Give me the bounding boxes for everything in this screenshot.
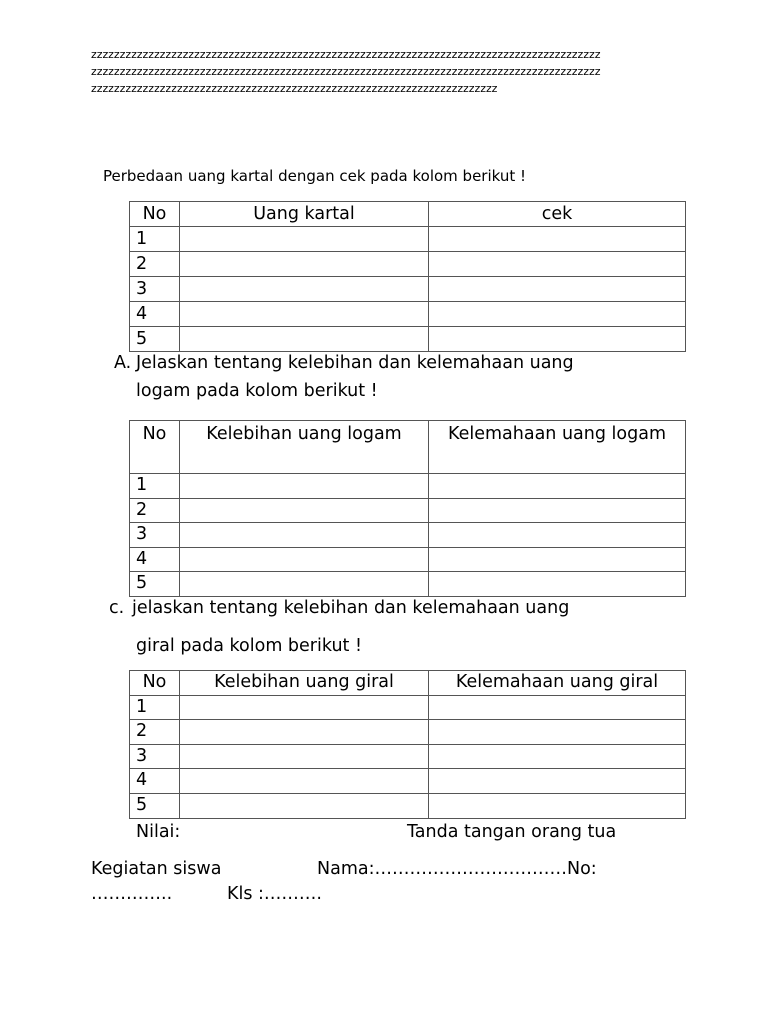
answer-cell[interactable] — [180, 277, 429, 302]
answer-cell[interactable] — [429, 744, 686, 769]
table-row — [130, 769, 686, 794]
row-number: 5 — [130, 572, 180, 597]
no-field-dots[interactable]: ………….. — [91, 884, 173, 904]
row-number: 4 — [130, 302, 180, 327]
answer-cell[interactable] — [429, 793, 686, 818]
table-uang-kartal-cek — [129, 201, 686, 352]
table-header-row — [130, 671, 686, 696]
answer-cell[interactable] — [429, 302, 686, 327]
header-text-line-3: zzzzzzzzzzzzzzzzzzzzzzzzzzzzzzzzzzzzzzzzzzzzzzzzzzzzzzzzzzzzzzzzzzzzzzz — [91, 82, 498, 95]
table-row — [130, 523, 686, 548]
row-number: 5 — [130, 793, 180, 818]
answer-cell[interactable] — [180, 720, 429, 745]
row-number: 4 — [130, 769, 180, 794]
row-number: 5 — [130, 327, 180, 352]
column-header-kelemahaan: Kelemahaan uang logam — [429, 421, 686, 474]
kls-field[interactable]: Kls :………. — [227, 884, 322, 904]
answer-cell[interactable] — [180, 302, 429, 327]
answer-cell[interactable] — [429, 498, 686, 523]
column-header-uang-kartal: Uang kartal — [180, 202, 429, 227]
section2-instruction-line2: logam pada kolom berikut ! — [136, 381, 378, 401]
answer-cell[interactable] — [429, 523, 686, 548]
section2-marker: A. — [114, 353, 132, 373]
row-number: 4 — [130, 547, 180, 572]
answer-cell[interactable] — [429, 720, 686, 745]
column-header-no: No — [130, 202, 180, 227]
answer-cell[interactable] — [180, 523, 429, 548]
header-text-line-1: zzzzzzzzzzzzzzzzzzzzzzzzzzzzzzzzzzzzzzzzzzzzzzzzzzzzzzzzzzzzzzzzzzzzzzzzzzzzzzzzzzzzzzzzz — [91, 48, 601, 61]
table-row — [130, 227, 686, 252]
answer-cell[interactable] — [180, 252, 429, 277]
table-row — [130, 252, 686, 277]
answer-cell[interactable] — [180, 547, 429, 572]
table-header-row — [130, 202, 686, 227]
section3-instruction-line2: giral pada kolom berikut ! — [136, 636, 362, 656]
table-row — [130, 547, 686, 572]
row-number: 1 — [130, 474, 180, 499]
row-number: 3 — [130, 744, 180, 769]
answer-cell[interactable] — [180, 769, 429, 794]
answer-cell[interactable] — [429, 277, 686, 302]
section3-marker: c. — [109, 598, 125, 618]
table-row — [130, 498, 686, 523]
table-row — [130, 720, 686, 745]
parent-signature-label: Tanda tangan orang tua — [407, 822, 617, 842]
kegiatan-siswa-label: Kegiatan siswa — [91, 859, 222, 879]
table-row — [130, 695, 686, 720]
answer-cell[interactable] — [180, 695, 429, 720]
answer-cell[interactable] — [180, 793, 429, 818]
answer-cell[interactable] — [180, 327, 429, 352]
answer-cell[interactable] — [429, 695, 686, 720]
answer-cell[interactable] — [429, 327, 686, 352]
row-number: 2 — [130, 498, 180, 523]
answer-cell[interactable] — [180, 227, 429, 252]
header-text-line-2: zzzzzzzzzzzzzzzzzzzzzzzzzzzzzzzzzzzzzzzzzzzzzzzzzzzzzzzzzzzzzzzzzzzzzzzzzzzzzzzzzzzzzzzzz — [91, 65, 601, 78]
answer-cell[interactable] — [429, 252, 686, 277]
answer-cell[interactable] — [180, 474, 429, 499]
answer-cell[interactable] — [180, 572, 429, 597]
answer-cell[interactable] — [180, 498, 429, 523]
column-header-cek: cek — [429, 202, 686, 227]
table-uang-logam — [129, 420, 686, 597]
answer-cell[interactable] — [429, 572, 686, 597]
row-number: 1 — [130, 695, 180, 720]
section2-instruction-line1: Jelaskan tentang kelebihan dan kelemahaan uang — [136, 353, 574, 373]
answer-cell[interactable] — [180, 744, 429, 769]
row-number: 3 — [130, 277, 180, 302]
table-row — [130, 302, 686, 327]
section1-instruction: Perbedaan uang kartal dengan cek pada kolom berikut ! — [103, 167, 527, 185]
answer-cell[interactable] — [429, 769, 686, 794]
column-header-kelemahaan: Kelemahaan uang giral — [429, 671, 686, 696]
nilai-label: Nilai: — [136, 822, 181, 842]
section3-instruction-line1: jelaskan tentang kelebihan dan kelemahaan uang — [132, 598, 570, 618]
column-header-kelebihan: Kelebihan uang giral — [180, 671, 429, 696]
row-number: 3 — [130, 523, 180, 548]
table-header-row — [130, 421, 686, 474]
answer-cell[interactable] — [429, 547, 686, 572]
table-row — [130, 744, 686, 769]
column-header-no: No — [130, 671, 180, 696]
table-row — [130, 327, 686, 352]
row-number: 2 — [130, 252, 180, 277]
row-number: 2 — [130, 720, 180, 745]
table-uang-giral — [129, 670, 686, 819]
nama-no-field[interactable]: Nama:……………………………No: — [317, 859, 597, 879]
table-row — [130, 793, 686, 818]
answer-cell[interactable] — [429, 227, 686, 252]
row-number: 1 — [130, 227, 180, 252]
table-row — [130, 474, 686, 499]
table-row — [130, 572, 686, 597]
table-row — [130, 277, 686, 302]
answer-cell[interactable] — [429, 474, 686, 499]
column-header-no: No — [130, 421, 180, 474]
column-header-kelebihan: Kelebihan uang logam — [180, 421, 429, 474]
